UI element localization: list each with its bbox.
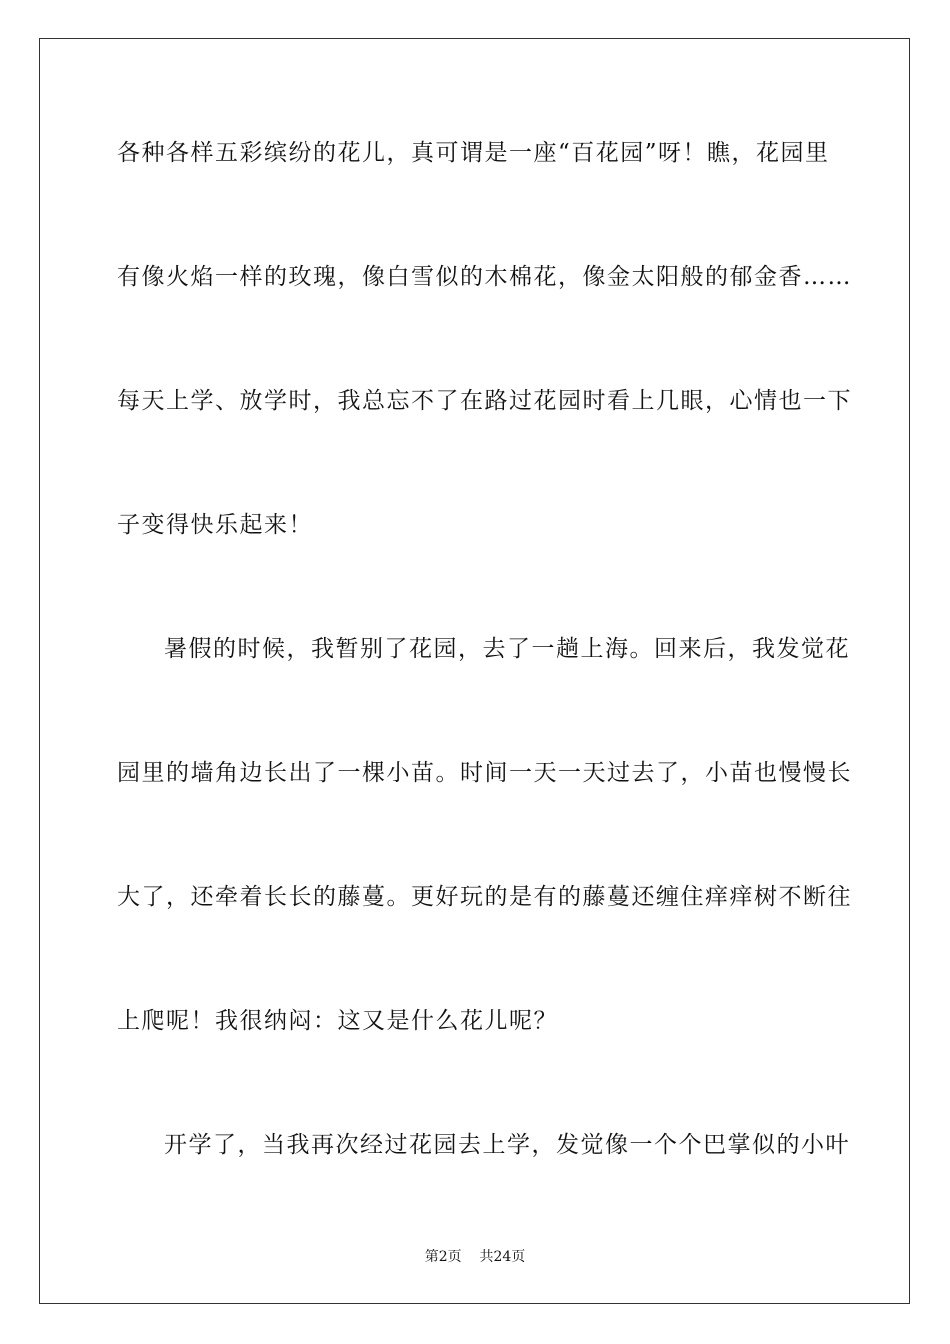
page-number: 第2页 [424, 1249, 462, 1265]
text-line: 园里的墙角边长出了一棵小苗。时间一天一天过去了，小苗也慢慢长 [117, 760, 852, 786]
page-border [39, 38, 910, 1304]
text-line: 有像火焰一样的玫瑰，像白雪似的木棉花，像金太阳般的郁金香…… [117, 264, 852, 290]
page-total: 共24页 [479, 1249, 526, 1265]
paragraph-start-line: 暑假的时候，我暂别了花园，去了一趟上海。回来后，我发觉花 [164, 636, 850, 662]
paragraph-start-line: 开学了，当我再次经过花园去上学，发觉像一个个巴掌似的小叶 [164, 1132, 850, 1158]
text-line: 子变得快乐起来！ [117, 512, 313, 538]
text-line: 上爬呢！我很纳闷：这又是什么花儿呢？ [117, 1008, 558, 1034]
page-footer [0, 1248, 950, 1266]
text-line: 每天上学、放学时，我总忘不了在路过花园时看上几眼，心情也一下 [117, 388, 852, 414]
text-line: 大了，还牵着长长的藤蔓。更好玩的是有的藤蔓还缠住痒痒树不断往 [117, 884, 852, 910]
text-line: 各种各样五彩缤纷的花儿，真可谓是一座“百花园”呀！瞧，花园里 [117, 140, 830, 166]
